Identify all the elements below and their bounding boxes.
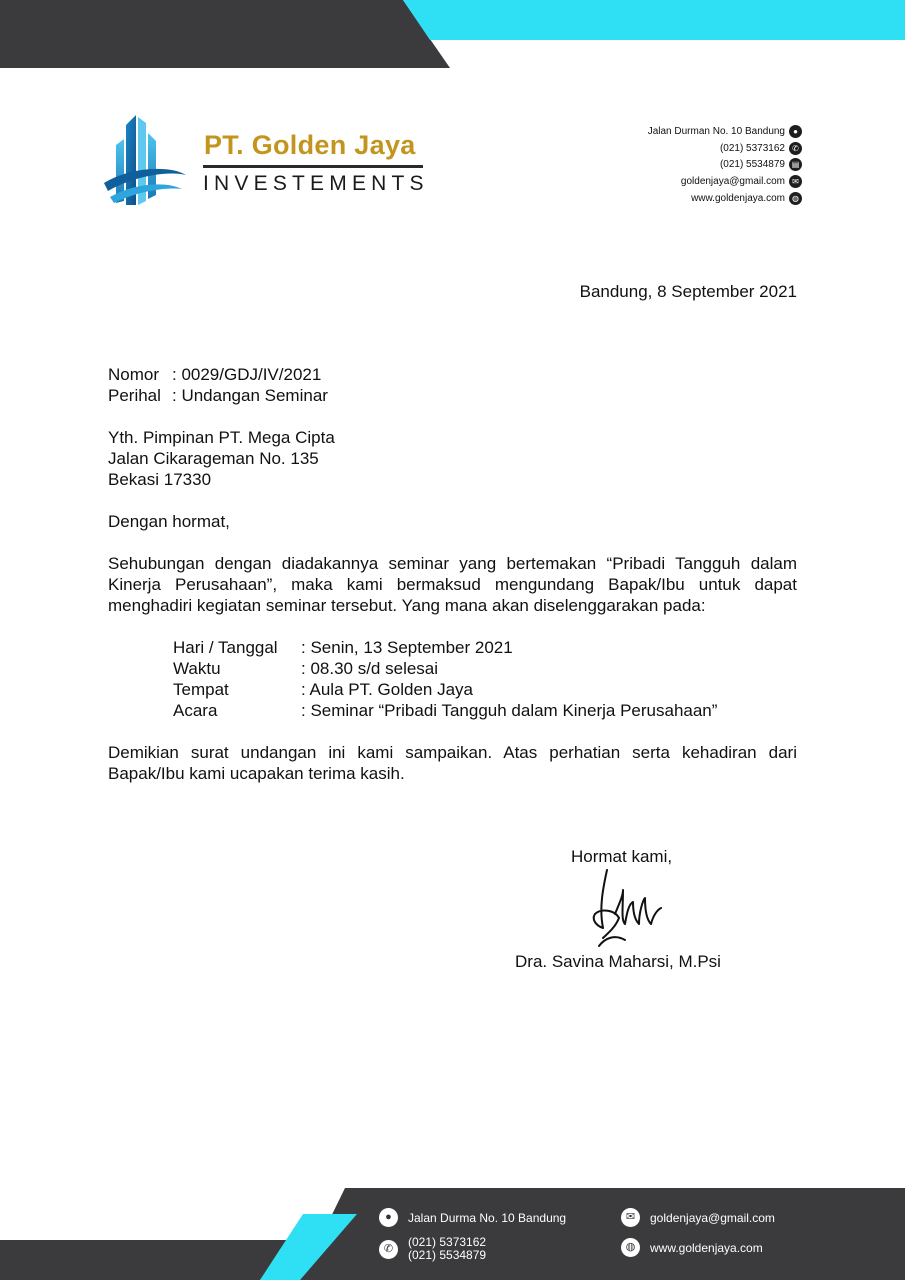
email-icon: ✉ (621, 1208, 640, 1227)
signature-icon (585, 868, 665, 950)
brand-divider (203, 165, 423, 168)
nomor-value: : 0029/GDJ/IV/2021 (172, 365, 322, 384)
footer-address (379, 1208, 566, 1227)
header-phone (720, 142, 802, 155)
company-name: PT. Golden Jaya (204, 130, 416, 160)
perihal-value: : Undangan Seminar (172, 386, 328, 405)
footer-phones (379, 1236, 486, 1262)
footer-email (621, 1208, 775, 1227)
location-pin-icon: ● (379, 1208, 398, 1227)
event-label: Acara (173, 701, 218, 720)
letter-number (108, 364, 321, 385)
event-row (173, 679, 473, 700)
event-label: Waktu (173, 659, 221, 678)
fax-icon: ▤ (789, 158, 802, 171)
footer-website-text: www.goldenjaya.com (650, 1240, 763, 1255)
header-address (648, 125, 802, 138)
recipient-line: Bekasi 17330 (108, 470, 212, 489)
header-email-text: goldenjaya@gmail.com (680, 176, 785, 187)
footer-phone-1: (021) 5373162 (408, 1235, 487, 1249)
greeting: Dengan hormat, (108, 512, 230, 531)
footer-website (621, 1238, 763, 1257)
letter-date: Bandung, 8 September 2021 (579, 282, 797, 301)
recipient-line: Jalan Cikarageman No. 135 (108, 449, 319, 468)
perihal-label: Perihal (108, 386, 161, 405)
phone-icon: ✆ (789, 142, 802, 155)
header-website (691, 192, 802, 205)
event-label: Hari / Tanggal (173, 638, 278, 657)
header-website-text: www.goldenjaya.com (691, 193, 785, 204)
event-value: : Senin, 13 September 2021 (301, 638, 513, 657)
signer-name: Dra. Savina Maharsi, M.Psi (515, 952, 721, 971)
closing-paragraph: Demikian surat undangan ini kami sampaikan. Atas perhatian serta kehadiran dari Bapak/Ibu kami ucapakan terima kasih. (108, 743, 797, 783)
phone-icon: ✆ (379, 1240, 398, 1259)
event-value: : 08.30 s/d selesai (301, 659, 439, 678)
body-paragraph: Sehubungan dengan diadakannya seminar yang bertemakan “Pribadi Tangguh dalam Kinerja Perusahaan”, maka kami bermaksud mengundang Bapak/Ibu untuk dapat menghadiri kegiatan seminar tersebut. Yang mana akan diselenggarakan pada: (108, 554, 797, 615)
footer-email-text: goldenjaya@gmail.com (650, 1210, 775, 1225)
header-address-text: Jalan Durman No. 10 Bandung (647, 126, 785, 137)
globe-icon: ◍ (789, 192, 802, 205)
globe-icon: ◍ (621, 1238, 640, 1257)
event-value: : Aula PT. Golden Jaya (301, 680, 473, 699)
email-icon: ✉ (789, 175, 802, 188)
footer-phone-2: (021) 5534879 (408, 1248, 487, 1262)
event-row (173, 658, 438, 679)
footer-cyan-band (0, 1180, 905, 1280)
company-subtitle: INVESTEMENTS (203, 172, 429, 195)
sign-off: Hormat kami, (571, 847, 673, 866)
header-email (681, 175, 802, 188)
header-cyan-band (0, 0, 905, 40)
header-phone-text: (021) 5373162 (719, 143, 785, 154)
footer-address-text: Jalan Durma No. 10 Bandung (408, 1210, 567, 1225)
company-logo-icon (100, 105, 192, 215)
header-fax (720, 158, 802, 171)
location-pin-icon: ● (789, 125, 802, 138)
event-row (173, 637, 513, 658)
letter-subject (108, 385, 328, 406)
nomor-label: Nomor (108, 365, 160, 384)
event-value: : Seminar “Pribadi Tangguh dalam Kinerja Perusahaan” (301, 701, 718, 720)
header-fax-text: (021) 5534879 (719, 159, 785, 170)
recipient-line: Yth. Pimpinan PT. Mega Cipta (108, 428, 335, 447)
event-label: Tempat (173, 680, 229, 699)
event-row (173, 700, 717, 721)
